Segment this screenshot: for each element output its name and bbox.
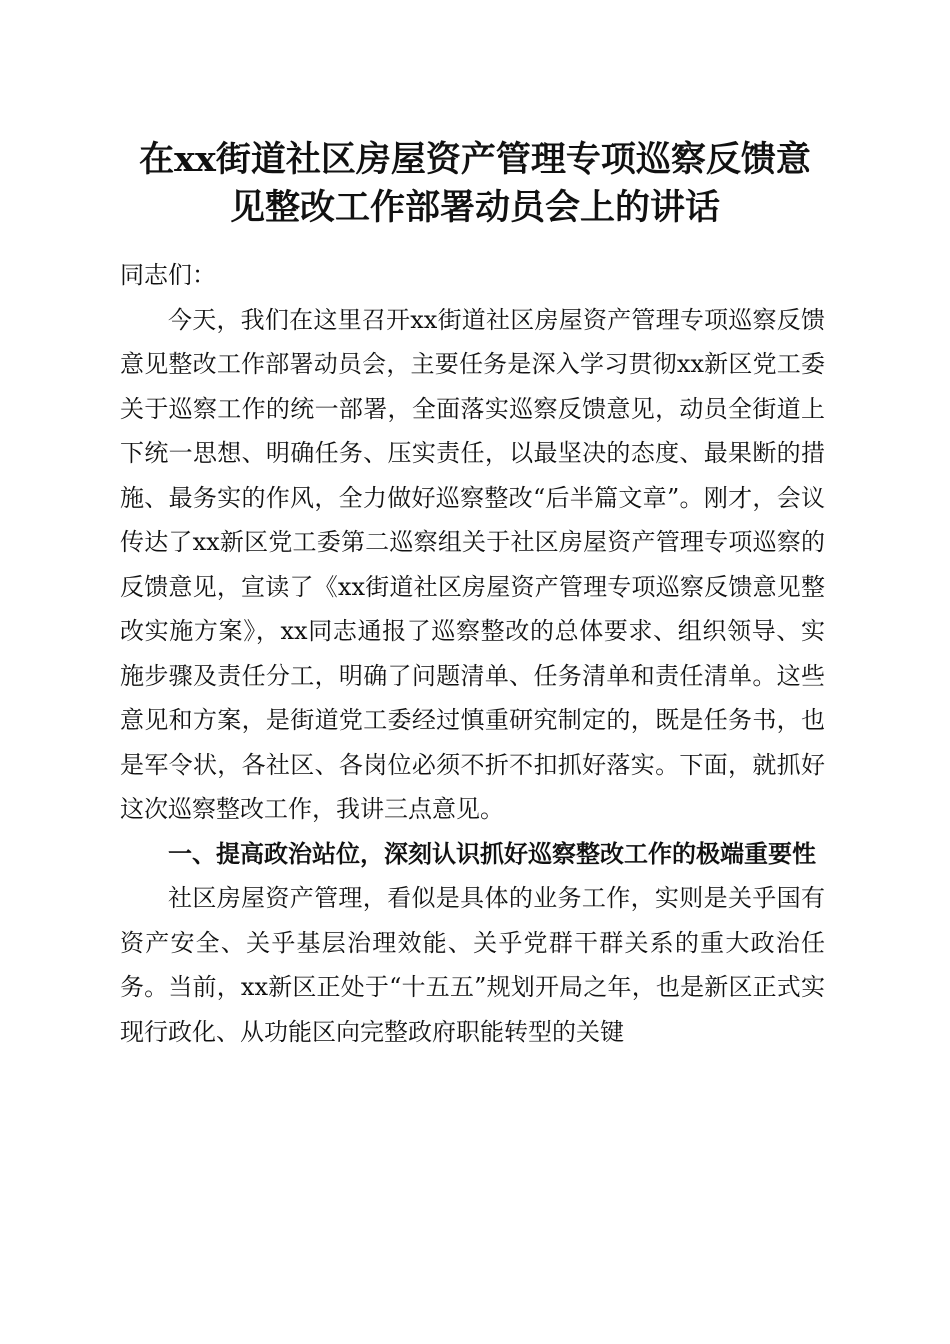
paragraph-section-1: 社区房屋资产管理，看似是具体的业务工作，实则是关乎国有资产安全、关乎基层治理效能、关乎党群干群关系的重大政治任务。当前，xx新区正处于“十五五”规划开局之年，也是新区正式实现行政化、从功能区向完整政府职能转型的关键: [120, 884, 825, 1046]
section-heading-1: 一、提高政治站位，深刻认识抓好巡察整改工作的极端重要性: [168, 839, 816, 868]
title-line-1: 在xx街道社区房屋资产管理专项巡察反馈意: [139, 139, 811, 180]
title-line-2: 见整改工作部署动员会上的讲话: [229, 187, 720, 228]
page-title: [110, 136, 840, 232]
salutation: 同志们：: [120, 261, 216, 289]
paragraph-intro: 今天，我们在这里召开xx街道社区房屋资产管理专项巡察反馈意见整改工作部署动员会，主要任务是深入学习贯彻xx新区党工委关于巡察工作的统一部署，全面落实巡察反馈意见，动员全街道上下统一思想、明确任务、压实责任，以最坚决的态度、最果断的措施、最务实的作风，全力做好巡察整改“后半篇文章”。刚才，会议传达了xx新区党工委第二巡察组关于社区房屋资产管理专项巡察的反馈意见，宣读了《xx街道社区房屋资产管理专项巡察反馈意见整改实施方案》，xx同志通报了巡察整改的总体要求、组织领导、实施步骤及责任分工，明确了问题清单、任务清单和责任清单。这些意见和方案，是街道党工委经过慎重研究制定的，既是任务书，也是军令状，各社区、各岗位必须不折不扣抓好落实。下面，就抓好这次巡察整改工作，我讲三点意见。: [120, 305, 825, 823]
document-body: [120, 253, 825, 1054]
